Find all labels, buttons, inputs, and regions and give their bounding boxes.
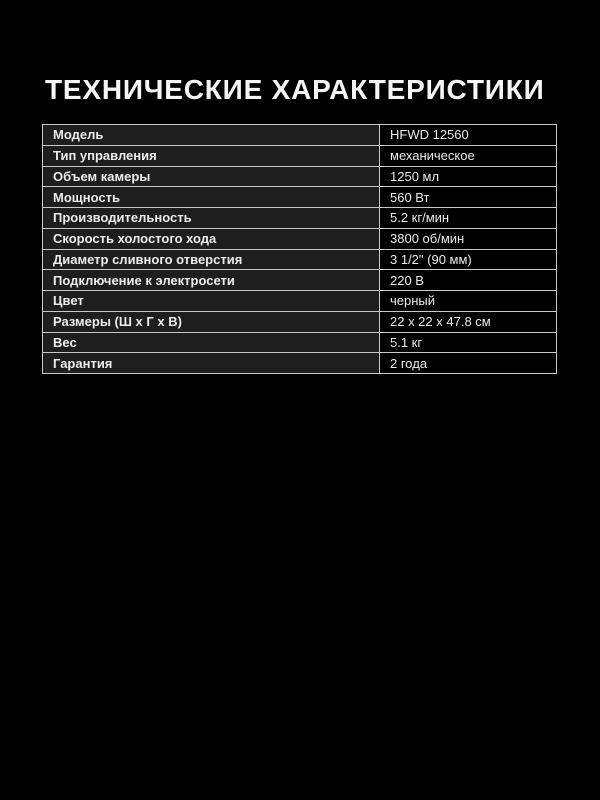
- spec-value: 5.1 кг: [380, 332, 557, 353]
- spec-value: 2 года: [380, 353, 557, 374]
- table-row: [43, 166, 557, 187]
- table-row: [43, 145, 557, 166]
- table-row: [43, 353, 557, 374]
- table-row: [43, 270, 557, 291]
- table-row: [43, 291, 557, 312]
- spec-value: 22 х 22 х 47.8 см: [380, 311, 557, 332]
- spec-label: Объем камеры: [43, 166, 380, 187]
- spec-label: Мощность: [43, 187, 380, 208]
- spec-label: Гарантия: [43, 353, 380, 374]
- spec-label: Цвет: [43, 291, 380, 312]
- spec-label: Вес: [43, 332, 380, 353]
- spec-label: Производительность: [43, 208, 380, 229]
- table-row: [43, 311, 557, 332]
- spec-value: 3800 об/мин: [380, 228, 557, 249]
- spec-value: механическое: [380, 145, 557, 166]
- spec-value: 220 В: [380, 270, 557, 291]
- spec-value: 560 Вт: [380, 187, 557, 208]
- table-row: [43, 249, 557, 270]
- spec-label: Скорость холостого хода: [43, 228, 380, 249]
- spec-value: HFWD 12560: [380, 125, 557, 146]
- table-row: [43, 125, 557, 146]
- spec-value: 3 1/2" (90 мм): [380, 249, 557, 270]
- table-row: [43, 332, 557, 353]
- spec-table: [42, 124, 557, 374]
- spec-value: 1250 мл: [380, 166, 557, 187]
- spec-label: Диаметр сливного отверстия: [43, 249, 380, 270]
- spec-label: Тип управления: [43, 145, 380, 166]
- spec-table-body: [43, 125, 557, 374]
- spec-label: Размеры (Ш х Г х В): [43, 311, 380, 332]
- table-row: [43, 187, 557, 208]
- page-title: ТЕХНИЧЕСКИЕ ХАРАКТЕРИСТИКИ: [45, 74, 545, 105]
- spec-value: черный: [380, 291, 557, 312]
- table-row: [43, 208, 557, 229]
- spec-label: Подключение к электросети: [43, 270, 380, 291]
- table-row: [43, 228, 557, 249]
- spec-value: 5.2 кг/мин: [380, 208, 557, 229]
- spec-label: Модель: [43, 125, 380, 146]
